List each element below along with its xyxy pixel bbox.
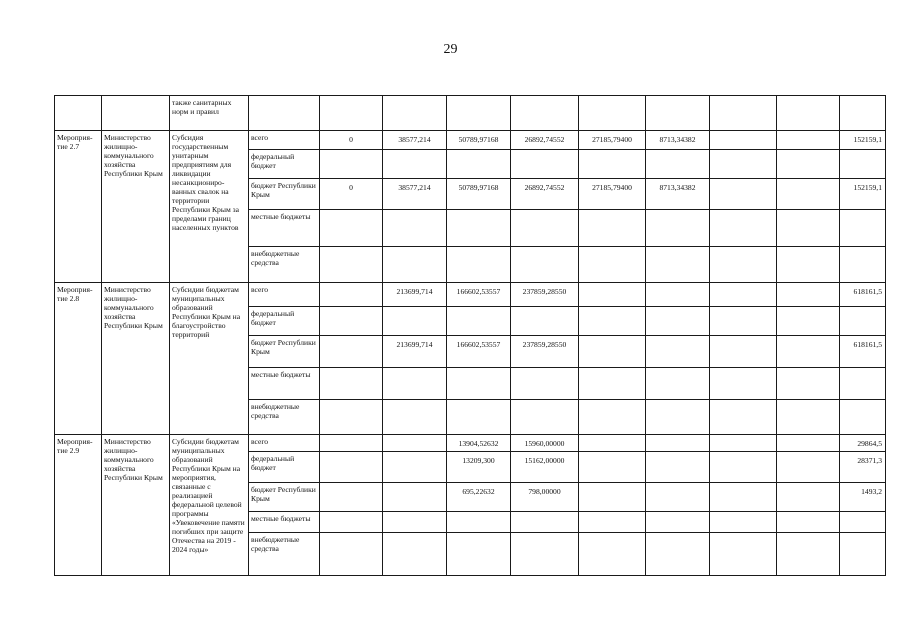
- year-value-cell: [320, 368, 383, 400]
- year-value-cell: 27185,79400: [579, 131, 646, 150]
- year-value-cell: [777, 150, 840, 179]
- measure-executor: Министерство жилищно-коммунального хозяйства Республики Крым: [102, 131, 170, 283]
- year-value-cell: [646, 283, 710, 307]
- year-value-cell: [710, 368, 777, 400]
- year-value-cell: [777, 179, 840, 210]
- budget-source-label: всего: [249, 435, 320, 452]
- measure-code: Мероприя-тие 2.8: [55, 283, 102, 435]
- year-value-cell: [511, 368, 579, 400]
- year-value-cell: 166602,53557: [447, 283, 511, 307]
- total-value-cell: 28371,3: [840, 452, 886, 483]
- year-value-cell: [383, 452, 447, 483]
- year-value-cell: [383, 210, 447, 247]
- year-value-cell: [777, 435, 840, 452]
- description-cell: также санитарных норм и правил: [170, 96, 249, 131]
- year-value-cell: 213699,714: [383, 336, 447, 368]
- budget-source-label: внебюджетные средства: [249, 400, 320, 435]
- budget-source-label: всего: [249, 283, 320, 307]
- total-value-cell: [840, 512, 886, 533]
- year-value-cell: [646, 533, 710, 576]
- year-value-cell: [320, 336, 383, 368]
- year-value-cell: 26892,74552: [511, 179, 579, 210]
- year-value-cell: [320, 307, 383, 336]
- year-value-cell: [579, 283, 646, 307]
- year-value-cell: 26892,74552: [511, 131, 579, 150]
- year-value-cell: [447, 512, 511, 533]
- year-value-cell: [777, 307, 840, 336]
- year-value-cell: [579, 247, 646, 283]
- year-value-cell: [710, 452, 777, 483]
- budget-source-label: бюджет Республики Крым: [249, 179, 320, 210]
- year-value-cell: [646, 483, 710, 512]
- year-value-cell: [646, 150, 710, 179]
- year-value-cell: [447, 247, 511, 283]
- year-value-cell: 15960,00000: [511, 435, 579, 452]
- budget-source-label: местные бюджеты: [249, 368, 320, 400]
- budget-table: [54, 95, 886, 576]
- year-value-cell: [777, 210, 840, 247]
- year-value-cell: [646, 400, 710, 435]
- year-value-cell: [646, 247, 710, 283]
- year-value-cell: [320, 210, 383, 247]
- total-value-cell: [840, 307, 886, 336]
- year-value-cell: [710, 512, 777, 533]
- budget-source-label: внебюджетные средства: [249, 247, 320, 283]
- total-value-cell: 1493,2: [840, 483, 886, 512]
- year-value-cell: 8713,34382: [646, 179, 710, 210]
- year-value-cell: 50789,97168: [447, 179, 511, 210]
- year-value-cell: [511, 512, 579, 533]
- year-value-cell: [383, 307, 447, 336]
- year-value-cell: [579, 368, 646, 400]
- total-value-cell: 618161,5: [840, 336, 886, 368]
- year-value-cell: [447, 400, 511, 435]
- year-value-cell: [579, 533, 646, 576]
- total-value-cell: [840, 368, 886, 400]
- budget-label-cell: [249, 96, 320, 131]
- year-value-cell: 38577,214: [383, 131, 447, 150]
- table-row: [55, 283, 886, 307]
- year-value-cell: [447, 533, 511, 576]
- budget-source-label: местные бюджеты: [249, 210, 320, 247]
- year-value-cell: [511, 210, 579, 247]
- budget-source-label: федеральный бюджет: [249, 150, 320, 179]
- year-value-cell: [383, 368, 447, 400]
- year-value-cell: [710, 533, 777, 576]
- year-value-cell: [511, 533, 579, 576]
- year-value-cell: [710, 336, 777, 368]
- measure-executor: Министерство жилищно-коммунального хозяйства Республики Крым: [102, 435, 170, 576]
- page-number: 29: [443, 42, 458, 57]
- year-value-cell: [777, 368, 840, 400]
- year-value-cell: 38577,214: [383, 179, 447, 210]
- year-value-cell: [383, 435, 447, 452]
- year-value-cell: [579, 210, 646, 247]
- year-value-cell: [777, 533, 840, 576]
- budget-source-label: бюджет Республики Крым: [249, 483, 320, 512]
- measure-description: Субсидия государственным унитарным предприятиям для ликвидации несанкциониро-ванных свалок на территории Республики Крым за пределами границ населенных пунктов: [170, 131, 249, 283]
- total-value-cell: [840, 150, 886, 179]
- year-value-cell: [320, 483, 383, 512]
- year-value-cell: [320, 452, 383, 483]
- total-value-cell: 152159,1: [840, 131, 886, 150]
- year-value-cell: [320, 512, 383, 533]
- year-value-cell: [710, 150, 777, 179]
- year-value-cell: [710, 483, 777, 512]
- table-row: [55, 435, 886, 452]
- year-value-cell: 166602,53557: [447, 336, 511, 368]
- year-value-cell: [646, 210, 710, 247]
- total-value-cell: [840, 533, 886, 576]
- year-value-cell: [710, 210, 777, 247]
- year-value-cell: [646, 307, 710, 336]
- table-row: [55, 96, 886, 131]
- year-value-cell: [383, 533, 447, 576]
- year-value-cell: [579, 150, 646, 179]
- year-value-cell: 0: [320, 179, 383, 210]
- year-value-cell: 213699,714: [383, 283, 447, 307]
- year-value-cell: [646, 452, 710, 483]
- year-value-cell: [710, 131, 777, 150]
- year-value-cell: [320, 435, 383, 452]
- year-value-cell: [383, 483, 447, 512]
- year-value-cell: 237859,28550: [511, 283, 579, 307]
- year-value-cell: [383, 400, 447, 435]
- measure-description: Субсидии бюджетам муниципальных образований Республики Крым на благоустройство территорий: [170, 283, 249, 435]
- year-value-cell: 8713,34382: [646, 131, 710, 150]
- year-value-cell: [579, 512, 646, 533]
- measure-code: Мероприя-тие 2.7: [55, 131, 102, 283]
- year-value-cell: [710, 179, 777, 210]
- year-value-cell: [320, 400, 383, 435]
- budget-source-label: федеральный бюджет: [249, 452, 320, 483]
- year-value-cell: [579, 483, 646, 512]
- budget-source-label: местные бюджеты: [249, 512, 320, 533]
- year-value-cell: [579, 307, 646, 336]
- year-value-cell: 0: [320, 131, 383, 150]
- year-value-cell: [777, 247, 840, 283]
- year-value-cell: [777, 512, 840, 533]
- year-value-cell: [646, 336, 710, 368]
- total-value-cell: [840, 210, 886, 247]
- year-value-cell: [710, 435, 777, 452]
- year-value-cell: 695,22632: [447, 483, 511, 512]
- year-value-cell: [320, 533, 383, 576]
- total-value-cell: 29864,5: [840, 435, 886, 452]
- year-value-cell: 27185,79400: [579, 179, 646, 210]
- year-value-cell: [710, 283, 777, 307]
- total-value-cell: 618161,5: [840, 283, 886, 307]
- year-value-cell: [383, 512, 447, 533]
- year-value-cell: 50789,97168: [447, 131, 511, 150]
- budget-source-label: бюджет Республики Крым: [249, 336, 320, 368]
- year-value-cell: [710, 307, 777, 336]
- year-value-cell: [579, 452, 646, 483]
- year-value-cell: [646, 435, 710, 452]
- year-value-cell: [777, 336, 840, 368]
- year-value-cell: [383, 247, 447, 283]
- year-value-cell: [447, 368, 511, 400]
- year-value-cell: [777, 283, 840, 307]
- budget-source-label: всего: [249, 131, 320, 150]
- total-value-cell: [840, 247, 886, 283]
- year-value-cell: [447, 307, 511, 336]
- year-value-cell: [447, 150, 511, 179]
- year-value-cell: [320, 150, 383, 179]
- year-value-cell: [511, 400, 579, 435]
- year-value-cell: 15162,00000: [511, 452, 579, 483]
- year-value-cell: 798,00000: [511, 483, 579, 512]
- year-value-cell: [383, 150, 447, 179]
- measure-description: Субсидии бюджетам муниципальных образований Республики Крым на мероприятия, связанные с реализацией федеральной целевой программы «Увековечение памяти погибших при защите Отечества на 2019 - 2024 годы»: [170, 435, 249, 576]
- year-value-cell: [579, 336, 646, 368]
- total-value-cell: 152159,1: [840, 179, 886, 210]
- year-value-cell: [579, 435, 646, 452]
- year-value-cell: [777, 452, 840, 483]
- year-value-cell: [511, 307, 579, 336]
- year-value-cell: [511, 150, 579, 179]
- year-value-cell: [710, 247, 777, 283]
- measure-code: Мероприя-тие 2.9: [55, 435, 102, 576]
- year-value-cell: [579, 400, 646, 435]
- year-value-cell: [447, 210, 511, 247]
- year-value-cell: [320, 247, 383, 283]
- budget-source-label: федеральный бюджет: [249, 307, 320, 336]
- year-value-cell: 13904,52632: [447, 435, 511, 452]
- year-value-cell: [777, 400, 840, 435]
- year-value-cell: [710, 400, 777, 435]
- year-value-cell: [777, 483, 840, 512]
- table-row: [55, 131, 886, 150]
- year-value-cell: [511, 247, 579, 283]
- code-cell: [55, 96, 102, 131]
- budget-source-label: внебюджетные средства: [249, 533, 320, 576]
- total-value-cell: [840, 400, 886, 435]
- year-value-cell: [320, 283, 383, 307]
- measure-executor: Министерство жилищно-коммунального хозяйства Республики Крым: [102, 283, 170, 435]
- year-value-cell: [777, 131, 840, 150]
- executor-cell: [102, 96, 170, 131]
- year-value-cell: [646, 368, 710, 400]
- year-value-cell: 13209,300: [447, 452, 511, 483]
- year-value-cell: [646, 512, 710, 533]
- year-value-cell: 237859,28550: [511, 336, 579, 368]
